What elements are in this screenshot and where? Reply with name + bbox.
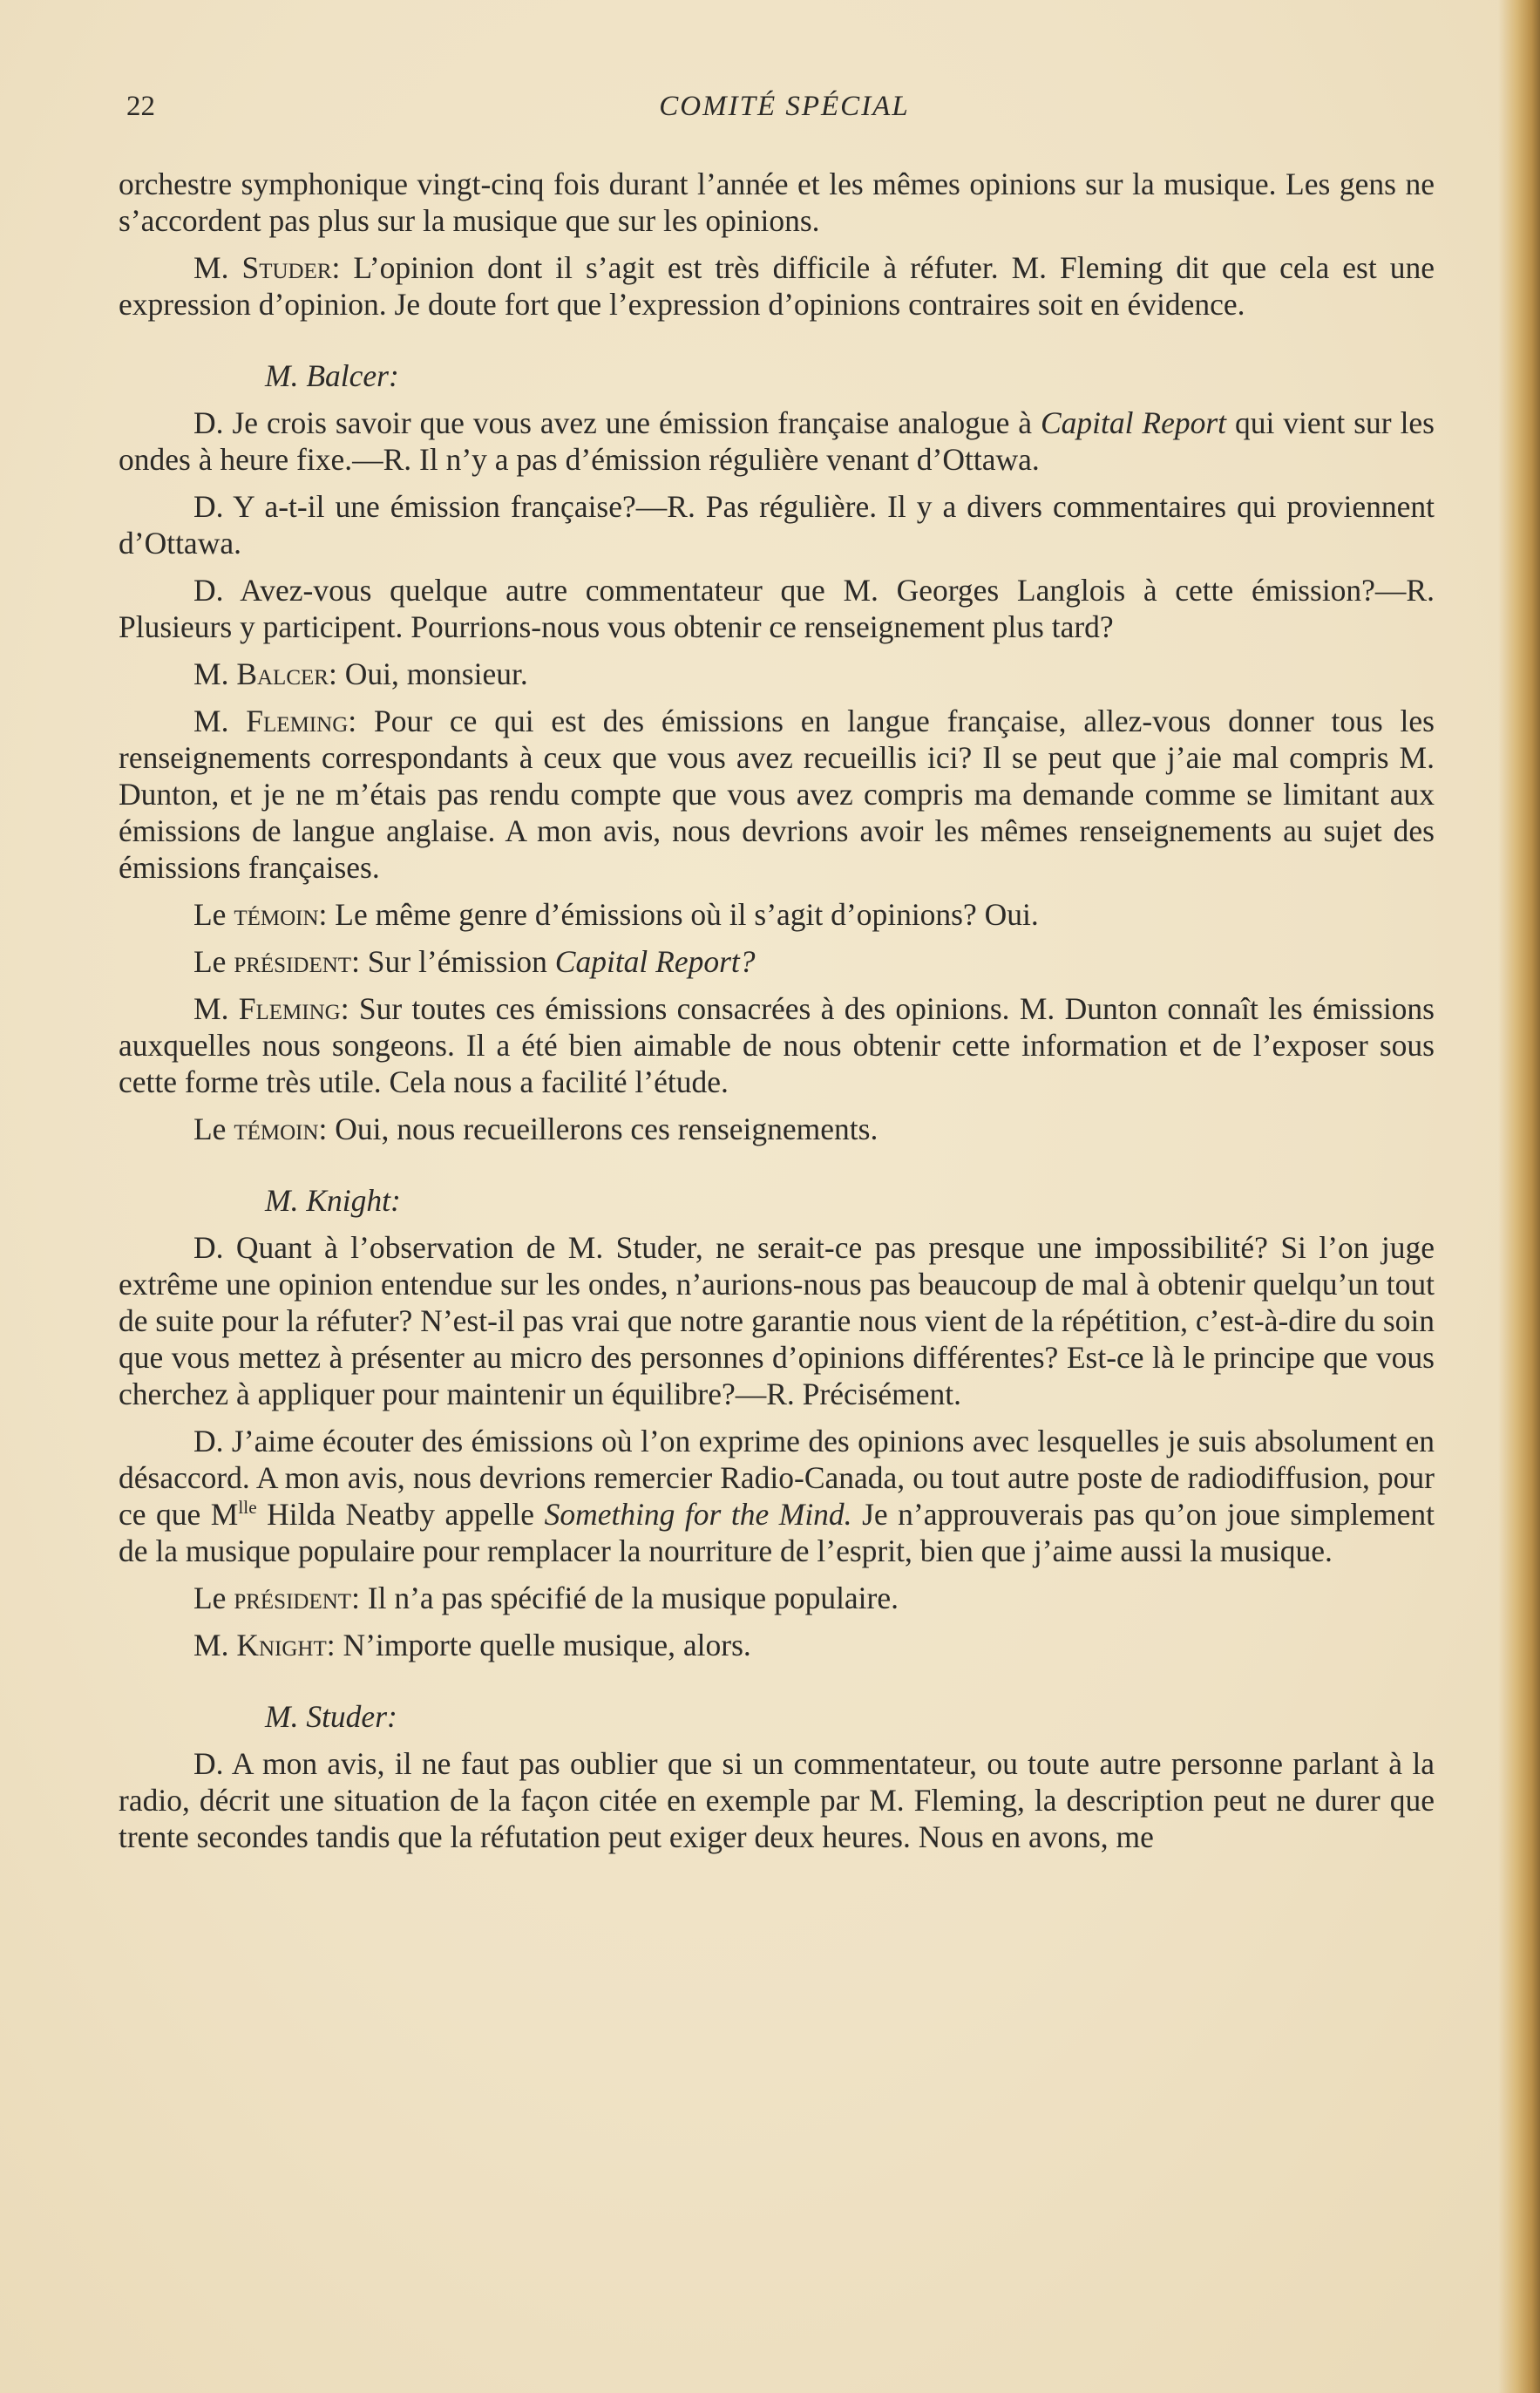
speech-text: : Le même genre d’émissions où il s’agit d’opinions? Oui. xyxy=(318,897,1039,932)
speaker-paragraph xyxy=(119,1627,1435,1663)
speech-text: : Il n’a pas spécifié de la musique populaire. xyxy=(351,1581,899,1615)
questioner-heading: M. Balcer: xyxy=(265,358,399,393)
program-title: Capital Report xyxy=(1040,405,1227,440)
speaker-title: M. xyxy=(193,991,239,1026)
speech-text: : Sur toutes ces émissions consacrées à des opinions. M. Dunton connaît les émissions auxquelles nous songeons. Il a été bien aimable de nous obtenir cette information et de l’exposer sous cette forme très utile. Cela nous a facilité l’étude. xyxy=(119,991,1435,1099)
page-header xyxy=(126,85,1442,138)
question-text: Je n’approuverais pas qu’on joue simplement de la musique populaire pour remplacer la nourriture de l’esprit, bien que j’aime aussi la musique. xyxy=(119,1497,1435,1568)
speaker-paragraph xyxy=(119,703,1435,886)
speech-text: : L’opinion dont il s’agit est très difficile à réfuter. M. Fleming dit que cela est une expression d’opinion. Je doute fort que l’expression d’opinions contraires soit en évidence. xyxy=(119,250,1435,322)
question-text: D. J’aime écouter des émissions où l’on exprime des opinions avec lesquelles je suis absolument en désaccord. A mon avis, nous devrions remercier Radio-Canada, ou tout autre poste de radiodiffusion, pour ce que M xyxy=(119,1424,1435,1532)
answer-text: qui vient sur les ondes à heure fixe.—R. Il n’y a pas d’émission régulière venant d’Ottawa. xyxy=(119,405,1435,477)
speech-text: : Oui, nous recueillerons ces renseignements. xyxy=(318,1112,879,1146)
speaker-name: Fleming xyxy=(246,704,349,738)
speaker-name: témoin xyxy=(234,1112,319,1146)
running-head: COMITÉ SPÉCIAL xyxy=(659,91,910,122)
speaker-paragraph xyxy=(119,943,1435,980)
speaker-paragraph xyxy=(119,656,1435,692)
questioner-heading: M. Knight: xyxy=(265,1183,401,1218)
speaker-name: président xyxy=(234,944,352,979)
speaker-name: Fleming xyxy=(238,991,341,1026)
speaker-title: Le xyxy=(193,944,234,979)
question-paragraph xyxy=(119,1423,1435,1569)
question-text: D. Je crois savoir que vous avez une émission française analogue à xyxy=(193,405,1041,440)
speaker-name: Studer xyxy=(241,250,332,285)
question-paragraph: D. Avez-vous quelque autre commentateur que M. Georges Langlois à cette émission?—R. Plusieurs y participent. Pourrions-nous vous obtenir ce renseignement plus tard? xyxy=(119,573,1435,644)
question-paragraph xyxy=(119,404,1435,478)
honorific-superscript: lle xyxy=(238,1497,257,1519)
speaker-name: témoin xyxy=(234,897,319,932)
speaker-title: Le xyxy=(193,897,234,932)
program-title: Something for the Mind. xyxy=(544,1497,852,1532)
speech-text: : Oui, monsieur. xyxy=(328,656,528,691)
speech-text: : Sur l’émission xyxy=(351,944,555,979)
question-paragraph: D. A mon avis, il ne faut pas oublier que si un commentateur, ou toute autre personne parlant à la radio, décrit une situation de la façon citée en exemple par M. Fleming, la description peut ne durer que trente secondes tandis que la réfutation peut exiger deux heures. Nous en avons, me xyxy=(119,1746,1435,1854)
speaker-title: Le xyxy=(193,1112,234,1146)
program-title: Capital Report? xyxy=(554,944,756,979)
speaker-name: Balcer xyxy=(236,656,329,691)
question-text: Hilda Neatby appelle xyxy=(256,1497,545,1532)
page-body xyxy=(119,166,1435,1866)
speaker-paragraph xyxy=(119,1580,1435,1616)
speaker-title: M. xyxy=(193,704,247,738)
page-number: 22 xyxy=(126,91,155,122)
speech-text: : N’importe quelle musique, alors. xyxy=(326,1628,751,1662)
speaker-paragraph xyxy=(119,249,1435,323)
speaker-title: M. xyxy=(193,656,237,691)
speaker-name: Knight xyxy=(236,1628,327,1662)
speaker-paragraph xyxy=(119,990,1435,1100)
speaker-paragraph xyxy=(119,1111,1435,1147)
speech-text: : Pour ce qui est des émissions en langue française, allez-vous donner tous les renseignements correspondants à ceux que vous avez recueillis ici? Il se peut que j’aie mal compris M. Dunton, et je ne m’étais pas rendu compte que vous avez compris ma demande comme se limitant aux émissions de langue anglaise. A mon avis, nous devrions avoir les mêmes renseignements au sujet des émissions françaises. xyxy=(119,704,1435,885)
speaker-name: président xyxy=(234,1581,352,1615)
paragraph: orchestre symphonique vingt-cinq fois durant l’année et les mêmes opinions sur la musique. Les gens ne s’accordent pas plus sur la musique que sur les opinions. xyxy=(119,167,1435,238)
speaker-title: Le xyxy=(193,1581,234,1615)
questioner-heading: M. Studer: xyxy=(265,1699,397,1734)
speaker-title: M. xyxy=(193,250,242,285)
speaker-paragraph xyxy=(119,896,1435,933)
speaker-title: M. xyxy=(193,1628,237,1662)
question-paragraph: D. Quant à l’observation de M. Studer, ne serait-ce pas presque une impossibilité? Si l’on juge extrême une opinion entendue sur les ondes, n’aurions-nous pas beaucoup de mal à obtenir quelqu’un tout de suite pour la réfuter? N’est-il pas vrai que notre garantie nous vient de la répétition, c’est-à-dire du soin que vous mettez à présenter au micro des personnes d’opinions différentes? Est-ce là le principe que vous cherchez à appliquer pour maintenir un équilibre?—R. Précisément. xyxy=(119,1230,1435,1411)
question-paragraph: D. Y a-t-il une émission française?—R. Pas régulière. Il y a divers commentaires qui proviennent d’Ottawa. xyxy=(119,489,1435,561)
page-edge-shadow xyxy=(1498,0,1540,2393)
